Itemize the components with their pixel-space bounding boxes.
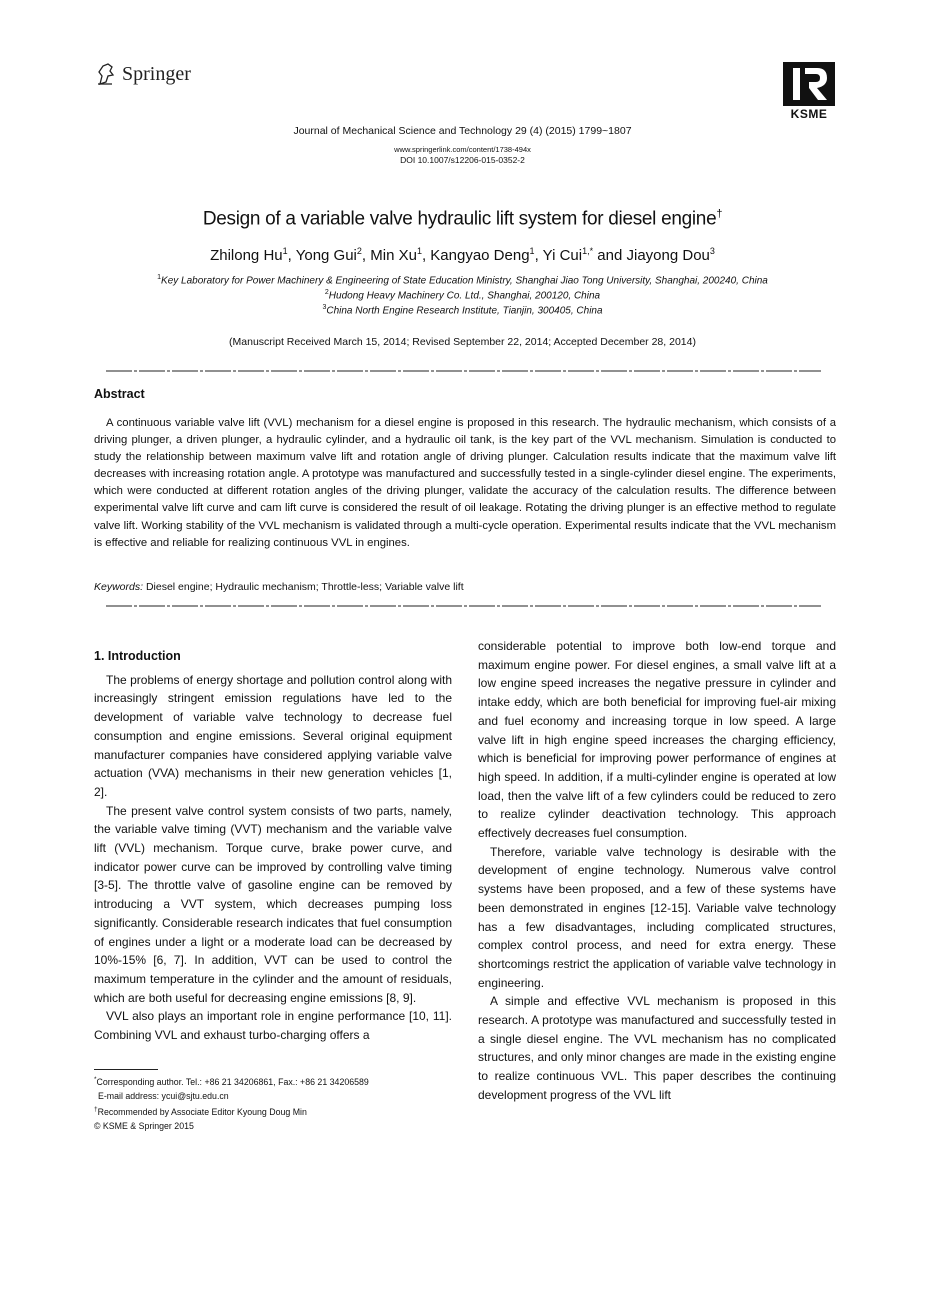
author-affiliation-mark: 1: [416, 246, 422, 256]
divider-rule: [106, 603, 821, 609]
author-separator: ,: [361, 247, 371, 264]
footnote-copyright: © KSME & Springer 2015: [94, 1120, 194, 1131]
abstract-text: A continuous variable valve lift (VVL) mechanism for a diesel engine is proposed in this research. The hydraulic mechanism, which consists of a driving plunger, a driven plunger, a hydraulic cylinder, and a hydraulic oil tank, is the key part of the VVL mechanism. Simulation is conducted to study the relationship between maximum valve lift and rotation angle of driving plunger. Calculation results indicate that the maximum valve lift decreases with increasing rotation angle. A prototype was manufactured and successfully tested in a single-cylinder diesel engine. The experiments, which were conducted at different rotation angles of the driving plunger, validate the accuracy of the calculation results. The difference between experimental valve lift curve and cam lift curve is considered the result of oil leakage. Rotating the driving plunger is an effective method to regulate valve lift. Working stability of the VVL mechanism is validated through a multi-cycle operation. Experimental results indicate that the VVL mechanism is effective and reliable for realizing continuous VVL in engines.: [94, 417, 836, 549]
author-affiliation-mark: 1: [529, 246, 535, 256]
footnote-mark: *: [94, 1076, 97, 1083]
paragraph: VVL also plays an important role in engine performance [10, 11]. Combining VVL and exhaust turbo-charging offers a: [94, 1009, 452, 1043]
footnotes: [94, 1073, 454, 1133]
springer-logo: [96, 62, 191, 86]
affiliation: [0, 304, 925, 316]
footnote-text: Corresponding author. Tel.: +86 21 34206861, Fax.: +86 21 34206589: [96, 1076, 369, 1087]
footnote-email[interactable]: E-mail address: ycui@sjtu.edu.cn: [98, 1090, 229, 1101]
divider-rule: [106, 368, 821, 374]
journal-citation: Journal of Mechanical Science and Technology 29 (4) (2015) 1799~1807: [293, 125, 632, 137]
affiliation: [0, 274, 925, 286]
paragraph: considerable potential to improve both low-end torque and maximum engine power. For diesel engines, a small valve lift at a low engine speed increases the negative pressure in cylinder and intake eddy, which are both beneficial for improving fuel-air mixing and fuel economy and increasing torque in low speed. A large valve lift in high engine speed increases the charging efficiency, which is beneficial for improving power performance of engines at high speed. In addition, if a multi-cylinder engine is operated at low load, then the valve lift of a few cylinders could be reduced to zero to realize cylinder deactivation technology. This approach effectively decreases fuel consumption.: [478, 639, 836, 841]
author: Yi Cui: [542, 247, 583, 264]
author-affiliation-mark: 1: [282, 246, 288, 256]
author: Zhilong Hu: [210, 247, 283, 264]
publisher-name: Springer: [122, 62, 191, 85]
abstract-heading: Abstract: [94, 387, 145, 401]
author: Yong Gui: [295, 247, 357, 264]
footnote-text: Recommended by Associate Editor Kyoung Doug Min: [97, 1107, 307, 1118]
footnote-mark: †: [94, 1106, 98, 1114]
paragraph: A simple and effective VVL mechanism is proposed in this research. A prototype was manufactured and successfully tested in a single diesel engine. The VVL mechanism has no complicated structures, and only minor changes are made in the existing engine to realize continuous VVL. This paper describes the continuing development progress of the VVL lift: [478, 994, 836, 1102]
footnote-rule: [94, 1069, 158, 1070]
ksme-logo: [783, 62, 835, 121]
footnote-recommended: [94, 1103, 454, 1120]
section-heading: 1. Introduction: [94, 649, 181, 663]
paragraph: The problems of energy shortage and pollution control along with increasingly stringent emission regulations have led to the development of variable valve technology to decrease fuel consumption and engine emissions. Several original equipment manufacturer companies have considered applying variable valve actuation (VVA) mechanisms in their new generation vehicles [1, 2].: [94, 672, 452, 799]
author-affiliation-mark: 3: [709, 246, 715, 256]
body-column-right: [478, 637, 836, 1105]
author-affiliation-mark: 2: [356, 246, 362, 256]
ksme-emblem-icon: [783, 62, 835, 106]
paragraph: The present valve control system consists of two parts, namely, the variable valve timing (VVT) mechanism and the variable valve lift (VVL) mechanism. Torque curve, brake power curve, and indicator power curve can be improved by controlling valve timing [3-5]. The throttle valve of gasoline engine can be removed by introducing a VVT system, which decreases pumping loss significantly. Considerable research indicates that fuel consumption of engines under a light or a moderate load can be decreased by 10%-15% [6, 7]. In addition, VVT can be used to control the maximum temperature in the cylinder and the amount of residuals, which are both useful for decreasing engine emissions [8, 9].: [94, 803, 452, 1005]
affiliation-mark: 2: [324, 289, 329, 296]
paper-title-text: Design of a variable valve hydraulic lift system for diesel engine: [202, 208, 717, 230]
paragraph: Therefore, variable valve technology is desirable with the development of engine technology. Numerous valve control systems have been proposed, and a few of these systems have been demonstrated in engines [12-15]. Variable valve technology has a few disadvantages, including complicated structures, complex control process, and need for extra energy. These shortcomings restrict the application of variable valve technology in engineering.: [478, 844, 836, 990]
author: Min Xu: [370, 247, 417, 264]
springer-horse-icon: [96, 62, 116, 86]
affiliation-text: Key Laboratory for Power Machinery & Engineering of State Education Ministry, Shanghai Jiao Tong University, Shanghai, 200240, China: [161, 275, 768, 287]
keywords-label: Keywords:: [94, 581, 144, 593]
title-mark: †: [716, 208, 723, 220]
doi: DOI 10.1007/s12206-015-0352-2: [400, 155, 525, 165]
manuscript-dates: (Manuscript Received March 15, 2014; Revised September 22, 2014; Accepted December 28, 2014): [229, 336, 696, 348]
keywords: [94, 581, 464, 593]
footnote-corresponding: [94, 1073, 454, 1090]
author-list: [0, 246, 925, 264]
affiliation-text: China North Engine Research Institute, Tianjin, 300405, China: [326, 305, 603, 317]
affiliation: [0, 289, 925, 301]
paper-title: [0, 208, 925, 230]
author-separator: and: [593, 247, 627, 264]
author-separator: ,: [534, 247, 543, 264]
keywords-text: Diesel engine; Hydraulic mechanism; Throttle-less; Variable valve lift: [143, 581, 464, 593]
affiliation-mark: 1: [157, 274, 162, 281]
author: Kangyao Deng: [430, 247, 530, 264]
author: Jiayong Dou: [626, 247, 710, 264]
journal-url[interactable]: www.springerlink.com/content/1738-494x: [394, 145, 531, 154]
author-separator: ,: [421, 247, 431, 264]
affiliation-mark: 3: [322, 304, 327, 311]
ksme-text: KSME: [790, 107, 828, 121]
body-column-left: [94, 637, 452, 1045]
author-affiliation-mark: 1,*: [582, 246, 594, 256]
affiliation-text: Hudong Heavy Machinery Co. Ltd., Shanghai, 200120, China: [328, 290, 601, 302]
author-separator: ,: [287, 247, 296, 264]
